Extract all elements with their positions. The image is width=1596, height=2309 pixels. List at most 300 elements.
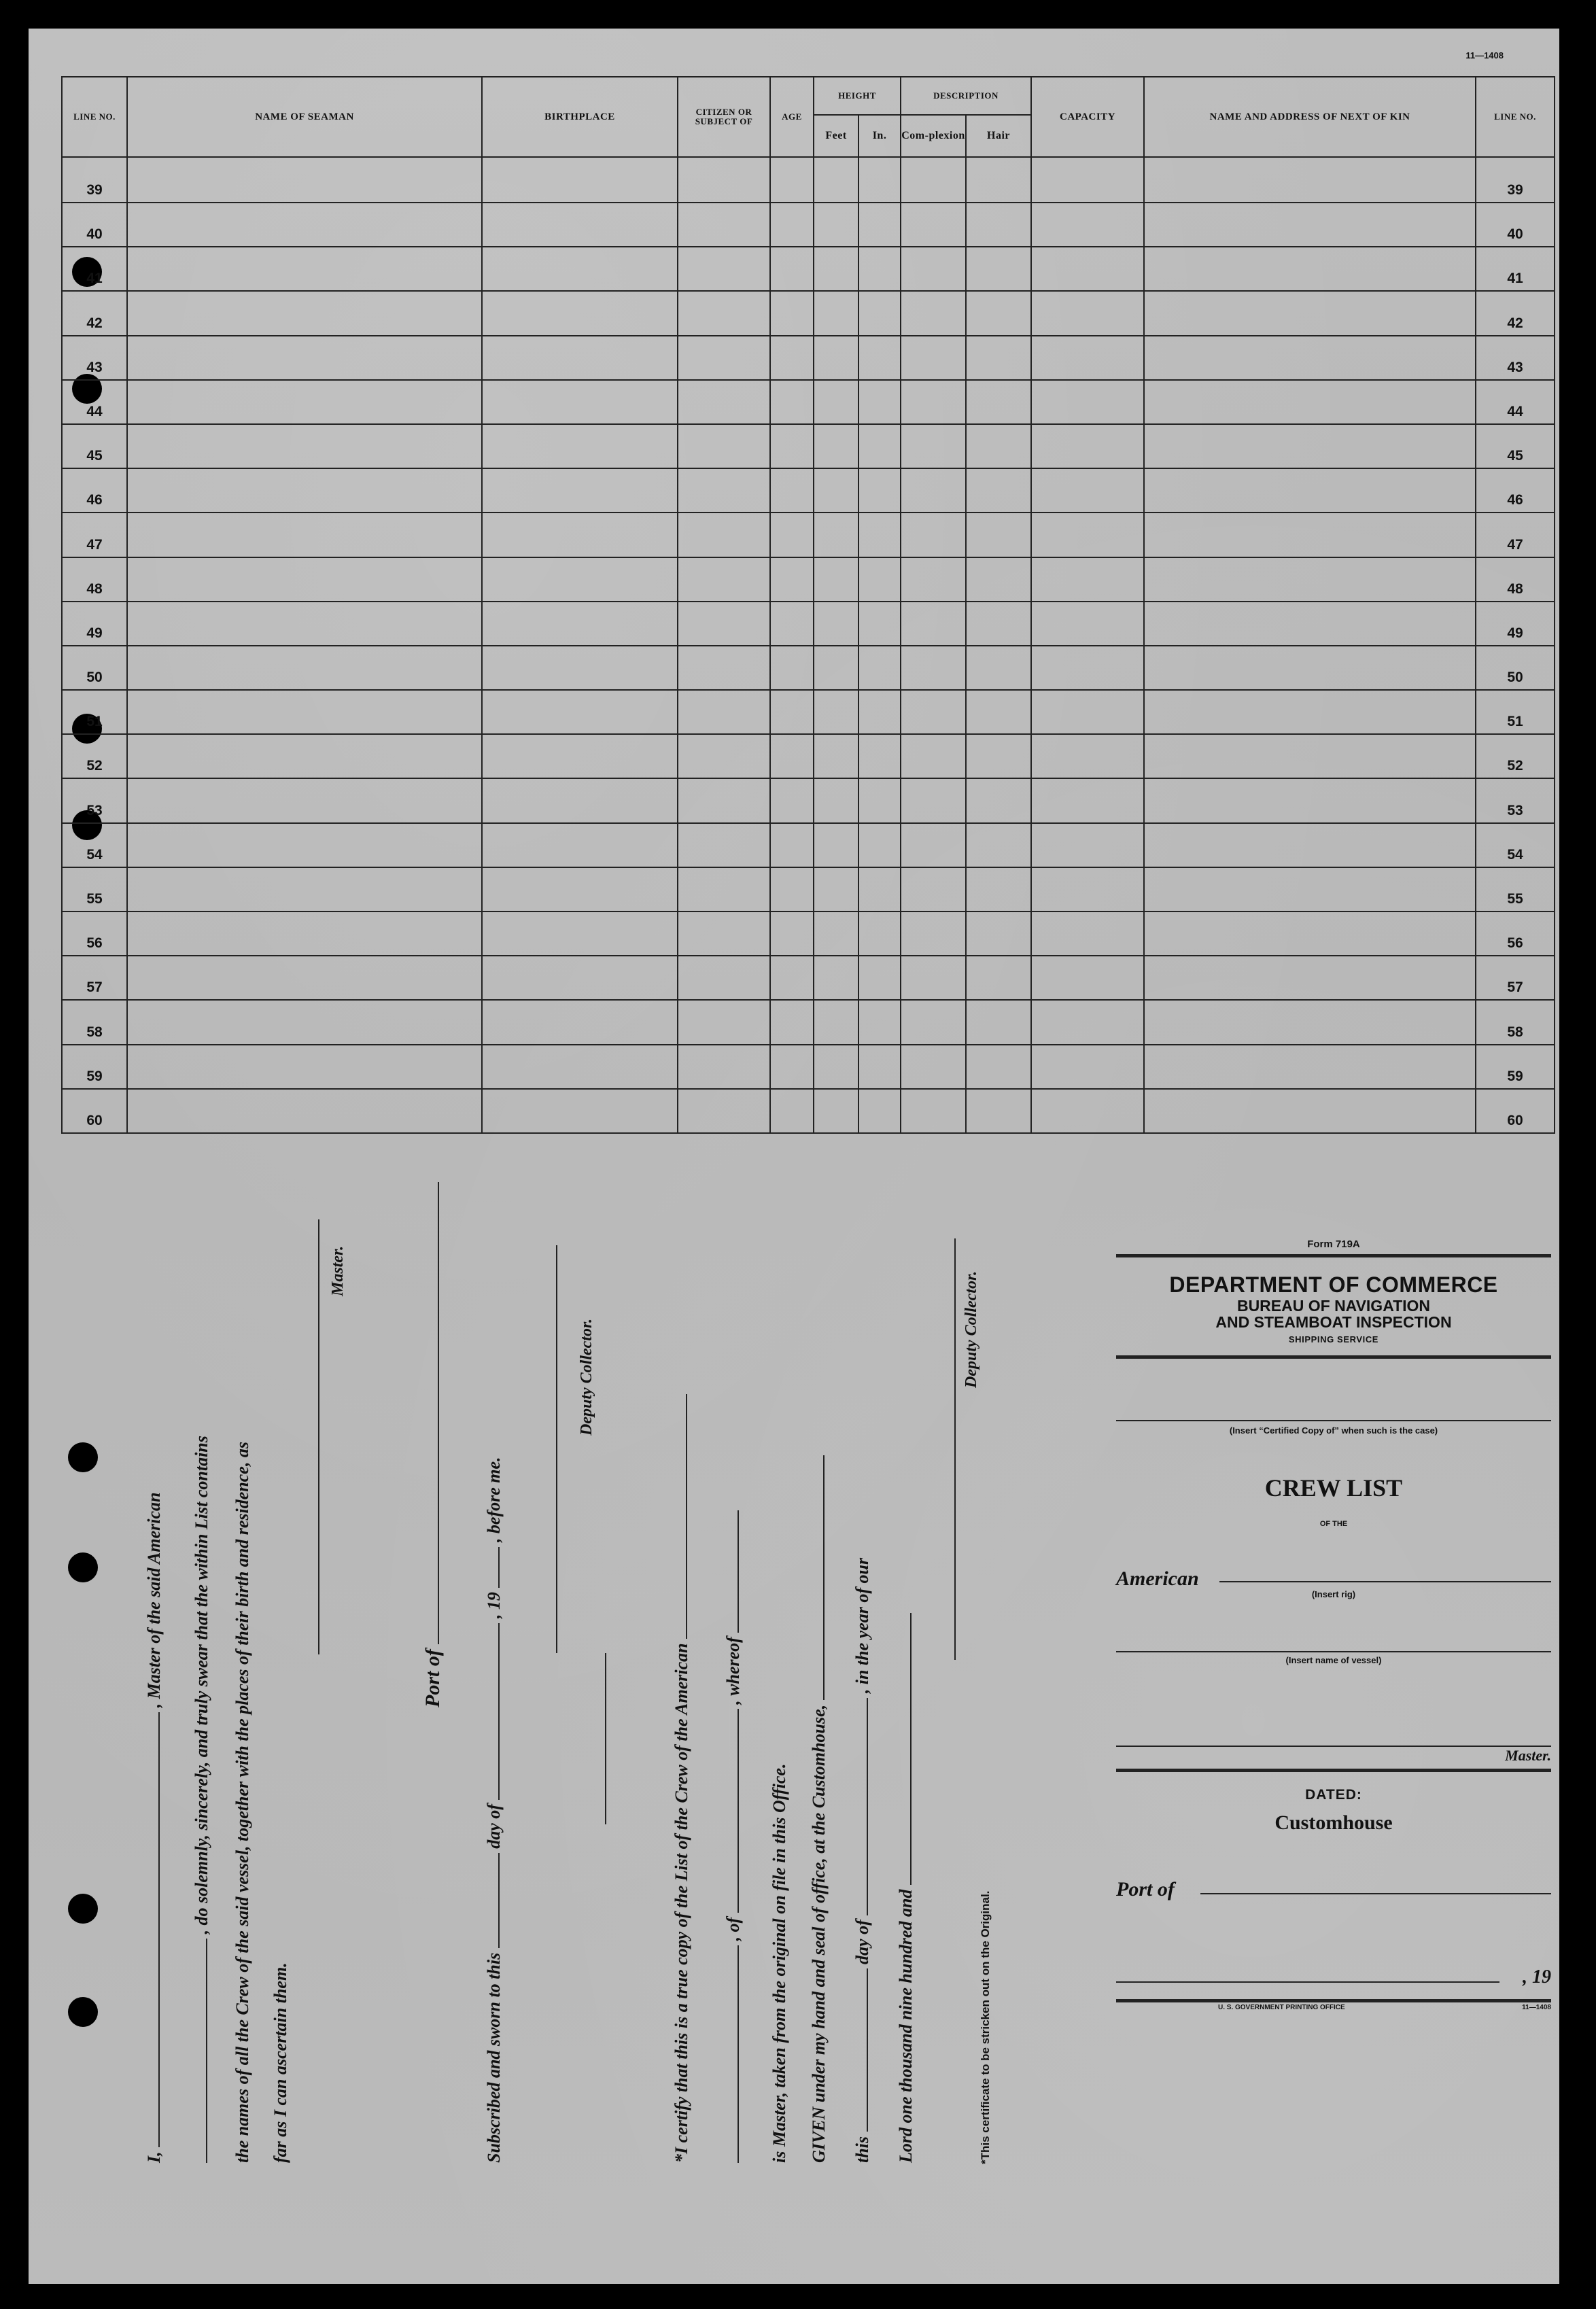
birthplace-cell[interactable]	[482, 424, 678, 468]
citizen-cell[interactable]	[678, 823, 770, 867]
crew-list-title: CREW LIST	[1264, 1474, 1403, 1502]
hair-cell[interactable]	[966, 867, 1031, 912]
hair-cell[interactable]	[966, 203, 1031, 247]
age-cell[interactable]	[770, 1000, 814, 1044]
citizen-cell[interactable]	[678, 1045, 770, 1089]
next-of-kin-cell[interactable]	[1144, 823, 1476, 867]
name-cell[interactable]	[127, 1000, 482, 1044]
capacity-cell[interactable]	[1031, 557, 1144, 602]
age-cell[interactable]	[770, 557, 814, 602]
name-cell[interactable]	[127, 734, 482, 778]
birthplace-cell[interactable]	[482, 557, 678, 602]
customhouse-label: Customhouse	[1274, 1811, 1393, 1835]
next-of-kin-cell[interactable]	[1144, 646, 1476, 690]
table-row	[62, 1045, 1555, 1089]
cert-line-3	[769, 1764, 790, 2163]
name-cell[interactable]	[127, 1089, 482, 1133]
feet-cell[interactable]	[814, 157, 858, 203]
line-no-left: 60	[62, 1089, 127, 1133]
capacity-cell[interactable]	[1031, 1000, 1144, 1044]
capacity-cell[interactable]	[1031, 424, 1144, 468]
back-cover	[1116, 1238, 1551, 2015]
header-capacity: CAPACITY	[1031, 77, 1144, 157]
name-cell[interactable]	[127, 1045, 482, 1089]
feet-cell[interactable]	[814, 247, 858, 291]
line-no-left: 52	[62, 734, 127, 778]
citizen-cell[interactable]	[678, 291, 770, 335]
next-of-kin-cell[interactable]	[1144, 380, 1476, 424]
birthplace-cell[interactable]	[482, 956, 678, 1000]
inches-cell[interactable]	[858, 513, 901, 557]
table-row	[62, 912, 1555, 956]
hair-cell[interactable]	[966, 823, 1031, 867]
complexion-cell[interactable]	[901, 513, 966, 557]
line-no-left: 50	[62, 646, 127, 690]
hair-cell[interactable]	[966, 513, 1031, 557]
complexion-cell[interactable]	[901, 956, 966, 1000]
line-no-right: 41	[1476, 247, 1555, 291]
inches-cell[interactable]	[858, 203, 901, 247]
complexion-cell[interactable]	[901, 157, 966, 203]
next-of-kin-cell[interactable]	[1144, 513, 1476, 557]
date-row	[1116, 1951, 1551, 1992]
inches-cell[interactable]	[858, 1045, 901, 1089]
header-inches: In.	[858, 115, 901, 157]
blank-line	[865, 1698, 868, 1915]
next-of-kin-cell[interactable]	[1144, 1089, 1476, 1133]
next-of-kin-cell[interactable]	[1144, 468, 1476, 513]
insert-vessel-note: (Insert name of vessel)	[1285, 1655, 1382, 1666]
complexion-cell[interactable]	[901, 203, 966, 247]
age-cell[interactable]	[770, 291, 814, 335]
age-cell[interactable]	[770, 690, 814, 734]
complexion-cell[interactable]	[901, 646, 966, 690]
feet-cell[interactable]	[814, 380, 858, 424]
inches-cell[interactable]	[858, 557, 901, 602]
inches-cell[interactable]	[858, 247, 901, 291]
hair-cell[interactable]	[966, 424, 1031, 468]
hair-cell[interactable]	[966, 291, 1031, 335]
hair-cell[interactable]	[966, 1000, 1031, 1044]
inches-cell[interactable]	[858, 380, 901, 424]
birthplace-cell[interactable]	[482, 734, 678, 778]
line-no-left: 45	[62, 424, 127, 468]
age-cell[interactable]	[770, 380, 814, 424]
feet-cell[interactable]	[814, 912, 858, 956]
complexion-cell[interactable]	[901, 557, 966, 602]
birthplace-cell[interactable]	[482, 646, 678, 690]
crew-list-sheet	[29, 29, 1559, 2284]
line-no-right: 53	[1476, 778, 1555, 822]
oath-swear: , do solemnly, sincerely, and truly swear that the within List contains	[192, 1436, 211, 1934]
complexion-cell[interactable]	[901, 867, 966, 912]
header-next-of-kin: NAME AND ADDRESS OF NEXT OF KIN	[1144, 77, 1476, 157]
age-cell[interactable]	[770, 646, 814, 690]
hair-cell[interactable]	[966, 557, 1031, 602]
next-of-kin-cell[interactable]	[1144, 778, 1476, 822]
hair-cell[interactable]	[966, 1045, 1031, 1089]
name-cell[interactable]	[127, 291, 482, 335]
citizen-cell[interactable]	[678, 468, 770, 513]
name-cell[interactable]	[127, 468, 482, 513]
line-no-left: 43	[62, 336, 127, 380]
name-cell[interactable]	[127, 823, 482, 867]
hair-cell[interactable]	[966, 468, 1031, 513]
table-row	[62, 424, 1555, 468]
complexion-cell[interactable]	[901, 291, 966, 335]
line-no-left: 56	[62, 912, 127, 956]
name-cell[interactable]	[127, 513, 482, 557]
complexion-cell[interactable]	[901, 336, 966, 380]
cert-is-master: is Master, taken from the original on file in this Office.	[769, 1763, 789, 2163]
inches-cell[interactable]	[858, 823, 901, 867]
inches-cell[interactable]	[858, 646, 901, 690]
table-row	[62, 557, 1555, 602]
complexion-cell[interactable]	[901, 424, 966, 468]
complexion-cell[interactable]	[901, 1089, 966, 1133]
feet-cell[interactable]	[814, 336, 858, 380]
age-cell[interactable]	[770, 867, 814, 912]
next-of-kin-cell[interactable]	[1144, 291, 1476, 335]
age-cell[interactable]	[770, 203, 814, 247]
next-of-kin-cell[interactable]	[1144, 690, 1476, 734]
feet-cell[interactable]	[814, 203, 858, 247]
table-row	[62, 247, 1555, 291]
birthplace-cell[interactable]	[482, 1089, 678, 1133]
capacity-cell[interactable]	[1031, 956, 1144, 1000]
inches-cell[interactable]	[858, 690, 901, 734]
birthplace-cell[interactable]	[482, 291, 678, 335]
next-of-kin-cell[interactable]	[1144, 203, 1476, 247]
name-cell[interactable]	[127, 867, 482, 912]
before-me-text: , before me.	[484, 1457, 504, 1543]
footer-row	[1116, 2004, 1551, 2015]
capacity-cell[interactable]	[1031, 291, 1144, 335]
inches-cell[interactable]	[858, 912, 901, 956]
line-no-right: 51	[1476, 690, 1555, 734]
line-no-right: 47	[1476, 513, 1555, 557]
crew-table	[61, 76, 1555, 1134]
feet-cell[interactable]	[814, 1045, 858, 1089]
age-cell[interactable]	[770, 956, 814, 1000]
port-line	[1200, 1893, 1551, 1894]
citizen-cell[interactable]	[678, 1000, 770, 1044]
capacity-cell[interactable]	[1031, 690, 1144, 734]
blank-line	[865, 1968, 868, 2132]
next-of-kin-cell[interactable]	[1144, 1000, 1476, 1044]
port-of-line	[421, 1182, 445, 1707]
certified-copy-line	[1116, 1359, 1551, 1421]
citizen-cell[interactable]	[678, 336, 770, 380]
citizen-cell[interactable]	[678, 602, 770, 646]
capacity-cell[interactable]	[1031, 646, 1144, 690]
complexion-cell[interactable]	[901, 380, 966, 424]
age-cell[interactable]	[770, 778, 814, 822]
line-no-left: 54	[62, 823, 127, 867]
blank-line	[436, 1182, 439, 1644]
insert-certified-note: (Insert “Certified Copy of” when such is the case)	[1229, 1425, 1438, 1436]
hair-cell[interactable]	[966, 778, 1031, 822]
inches-cell[interactable]	[858, 468, 901, 513]
feet-cell[interactable]	[814, 468, 858, 513]
birthplace-cell[interactable]	[482, 912, 678, 956]
age-cell[interactable]	[770, 823, 814, 867]
age-cell[interactable]	[770, 734, 814, 778]
blank-line	[822, 1455, 825, 1700]
hair-cell[interactable]	[966, 157, 1031, 203]
line-no-right: 57	[1476, 956, 1555, 1000]
table-row	[62, 956, 1555, 1000]
complexion-cell[interactable]	[901, 778, 966, 822]
complexion-cell[interactable]	[901, 1000, 966, 1044]
inches-cell[interactable]	[858, 602, 901, 646]
name-cell[interactable]	[127, 912, 482, 956]
capacity-cell[interactable]	[1031, 1045, 1144, 1089]
hair-cell[interactable]	[966, 646, 1031, 690]
name-cell[interactable]	[127, 203, 482, 247]
next-of-kin-cell[interactable]	[1144, 1045, 1476, 1089]
header-citizen: CITIZEN OR SUBJECT OF	[678, 77, 770, 157]
shipping-service: SHIPPING SERVICE	[1288, 1334, 1379, 1345]
of-the-label: OF THE	[1319, 1520, 1348, 1529]
citizen-cell[interactable]	[678, 646, 770, 690]
age-cell[interactable]	[770, 1089, 814, 1133]
citizen-cell[interactable]	[678, 690, 770, 734]
birthplace-cell[interactable]	[482, 602, 678, 646]
next-of-kin-cell[interactable]	[1144, 912, 1476, 956]
header-line-no: LINE NO.	[62, 77, 127, 157]
header-description: DESCRIPTION	[901, 77, 1031, 115]
name-cell[interactable]	[127, 157, 482, 203]
capacity-cell[interactable]	[1031, 247, 1144, 291]
birthplace-cell[interactable]	[482, 203, 678, 247]
feet-cell[interactable]	[814, 513, 858, 557]
inches-cell[interactable]	[858, 157, 901, 203]
blank-line	[157, 1712, 160, 2147]
age-cell[interactable]	[770, 336, 814, 380]
blank-line	[684, 1394, 687, 1639]
hair-cell[interactable]	[966, 602, 1031, 646]
birthplace-cell[interactable]	[482, 1000, 678, 1044]
line-no-right: 60	[1476, 1089, 1555, 1133]
birthplace-cell[interactable]	[482, 336, 678, 380]
capacity-cell[interactable]	[1031, 157, 1144, 203]
line-no-right: 45	[1476, 424, 1555, 468]
rule	[1116, 1769, 1551, 1772]
age-cell[interactable]	[770, 1045, 814, 1089]
citizen-cell[interactable]	[678, 203, 770, 247]
citizen-cell[interactable]	[678, 247, 770, 291]
citizen-cell[interactable]	[678, 867, 770, 912]
next-of-kin-cell[interactable]	[1144, 956, 1476, 1000]
line-no-right: 55	[1476, 867, 1555, 912]
birthplace-cell[interactable]	[482, 157, 678, 203]
capacity-cell[interactable]	[1031, 867, 1144, 912]
cert-given: GIVEN under my hand and seal of office, at the Customhouse,	[809, 1704, 829, 2163]
feet-cell[interactable]	[814, 557, 858, 602]
capacity-cell[interactable]	[1031, 380, 1144, 424]
capacity-cell[interactable]	[1031, 912, 1144, 956]
footer-code: 11—1408	[1522, 2004, 1551, 2012]
birthplace-cell[interactable]	[482, 867, 678, 912]
blank-line	[205, 1939, 207, 2163]
hair-cell[interactable]	[966, 956, 1031, 1000]
age-cell[interactable]	[770, 157, 814, 203]
age-cell[interactable]	[770, 602, 814, 646]
complexion-cell[interactable]	[901, 468, 966, 513]
birthplace-cell[interactable]	[482, 823, 678, 867]
birthplace-cell[interactable]	[482, 380, 678, 424]
feet-cell[interactable]	[814, 1000, 858, 1044]
capacity-cell[interactable]	[1031, 513, 1144, 557]
complexion-cell[interactable]	[901, 823, 966, 867]
deputy-signature-line-2	[954, 1238, 956, 1660]
complexion-cell[interactable]	[901, 247, 966, 291]
age-cell[interactable]	[770, 513, 814, 557]
inches-cell[interactable]	[858, 956, 901, 1000]
feet-cell[interactable]	[814, 778, 858, 822]
inches-cell[interactable]	[858, 291, 901, 335]
complexion-cell[interactable]	[901, 1045, 966, 1089]
line-no-left: 40	[62, 203, 127, 247]
capacity-cell[interactable]	[1031, 778, 1144, 822]
age-cell[interactable]	[770, 424, 814, 468]
cert-line-5	[852, 1558, 873, 2163]
birthplace-cell[interactable]	[482, 690, 678, 734]
age-cell[interactable]	[770, 468, 814, 513]
line-no-left: 48	[62, 557, 127, 602]
oath-names: the names of all the Crew of the said vessel, together with the places of their birth and residence, as	[232, 1442, 252, 2163]
line-no-right: 44	[1476, 380, 1555, 424]
next-of-kin-cell[interactable]	[1144, 602, 1476, 646]
line-no-right: 56	[1476, 912, 1555, 956]
complexion-cell[interactable]	[901, 602, 966, 646]
feet-cell[interactable]	[814, 1089, 858, 1133]
citizen-cell[interactable]	[678, 157, 770, 203]
complexion-cell[interactable]	[901, 734, 966, 778]
next-of-kin-cell[interactable]	[1144, 157, 1476, 203]
next-of-kin-cell[interactable]	[1144, 424, 1476, 468]
table-row	[62, 513, 1555, 557]
age-cell[interactable]	[770, 912, 814, 956]
capacity-cell[interactable]	[1031, 203, 1144, 247]
feet-cell[interactable]	[814, 734, 858, 778]
name-cell[interactable]	[127, 380, 482, 424]
birthplace-cell[interactable]	[482, 513, 678, 557]
complexion-cell[interactable]	[901, 912, 966, 956]
capacity-cell[interactable]	[1031, 1089, 1144, 1133]
complexion-cell[interactable]	[901, 690, 966, 734]
hair-cell[interactable]	[966, 1089, 1031, 1133]
citizen-cell[interactable]	[678, 424, 770, 468]
blank-line	[736, 1709, 739, 1913]
hair-cell[interactable]	[966, 336, 1031, 380]
name-cell[interactable]	[127, 956, 482, 1000]
name-cell[interactable]	[127, 424, 482, 468]
capacity-cell[interactable]	[1031, 468, 1144, 513]
line-no-right: 54	[1476, 823, 1555, 867]
cert-line-6	[896, 1613, 916, 2163]
inches-cell[interactable]	[858, 778, 901, 822]
capacity-cell[interactable]	[1031, 734, 1144, 778]
birthplace-cell[interactable]	[482, 778, 678, 822]
name-cell[interactable]	[127, 247, 482, 291]
feet-cell[interactable]	[814, 646, 858, 690]
inches-cell[interactable]	[858, 1000, 901, 1044]
hair-cell[interactable]	[966, 380, 1031, 424]
next-of-kin-cell[interactable]	[1144, 557, 1476, 602]
name-cell[interactable]	[127, 557, 482, 602]
next-of-kin-cell[interactable]	[1144, 247, 1476, 291]
citizen-cell[interactable]	[678, 380, 770, 424]
feet-cell[interactable]	[814, 291, 858, 335]
dated-label: DATED:	[1305, 1787, 1362, 1803]
capacity-cell[interactable]	[1031, 336, 1144, 380]
age-cell[interactable]	[770, 247, 814, 291]
inches-cell[interactable]	[858, 336, 901, 380]
line-no-left: 55	[62, 867, 127, 912]
hair-cell[interactable]	[966, 912, 1031, 956]
citizen-cell[interactable]	[678, 778, 770, 822]
table-row	[62, 203, 1555, 247]
hair-cell[interactable]	[966, 247, 1031, 291]
citizen-cell[interactable]	[678, 956, 770, 1000]
line-no-right: 49	[1476, 602, 1555, 646]
line-no-right: 59	[1476, 1045, 1555, 1089]
feet-cell[interactable]	[814, 823, 858, 867]
feet-cell[interactable]	[814, 602, 858, 646]
hair-cell[interactable]	[966, 690, 1031, 734]
blank-line	[736, 1945, 739, 2163]
table-row	[62, 336, 1555, 380]
line-no-right: 42	[1476, 291, 1555, 335]
birthplace-cell[interactable]	[482, 468, 678, 513]
inches-cell[interactable]	[858, 1089, 901, 1133]
capacity-cell[interactable]	[1031, 602, 1144, 646]
birthplace-cell[interactable]	[482, 247, 678, 291]
citizen-cell[interactable]	[678, 557, 770, 602]
line-no-left: 57	[62, 956, 127, 1000]
name-cell[interactable]	[127, 602, 482, 646]
next-of-kin-cell[interactable]	[1144, 867, 1476, 912]
feet-cell[interactable]	[814, 424, 858, 468]
master-label-back: Master.	[1505, 1747, 1551, 1765]
name-cell[interactable]	[127, 778, 482, 822]
feet-cell[interactable]	[814, 690, 858, 734]
citizen-cell[interactable]	[678, 1089, 770, 1133]
inches-cell[interactable]	[858, 867, 901, 912]
hair-cell[interactable]	[966, 734, 1031, 778]
next-of-kin-cell[interactable]	[1144, 734, 1476, 778]
port-of-row	[1116, 1866, 1551, 1904]
citizen-cell[interactable]	[678, 513, 770, 557]
citizen-cell[interactable]	[678, 734, 770, 778]
citizen-cell[interactable]	[678, 912, 770, 956]
inches-cell[interactable]	[858, 734, 901, 778]
birthplace-cell[interactable]	[482, 1045, 678, 1089]
binder-hole	[68, 1552, 98, 1582]
name-cell[interactable]	[127, 646, 482, 690]
name-cell[interactable]	[127, 690, 482, 734]
feet-cell[interactable]	[814, 867, 858, 912]
capacity-cell[interactable]	[1031, 823, 1144, 867]
next-of-kin-cell[interactable]	[1144, 336, 1476, 380]
name-cell[interactable]	[127, 336, 482, 380]
inches-cell[interactable]	[858, 424, 901, 468]
feet-cell[interactable]	[814, 956, 858, 1000]
line-no-left: 58	[62, 1000, 127, 1044]
seal-line	[605, 1653, 606, 1824]
